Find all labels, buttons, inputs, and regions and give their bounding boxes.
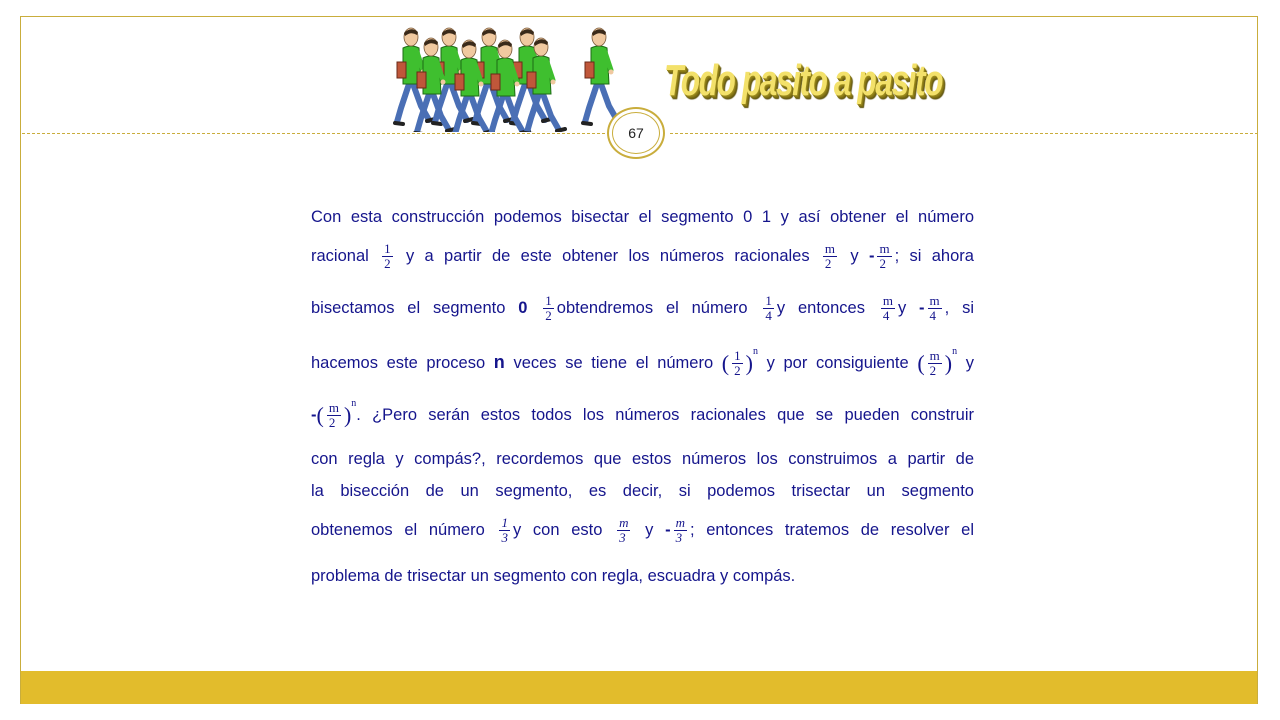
page-number-badge [607,107,665,159]
text: con regla y compás?, recordemos que estos números los construimos a partir de [311,450,974,468]
text-line-1 [311,208,974,227]
text-line-5: -( $\frac{m}{2}$ )$^n$. ¿Pero serán estos todos los números racionales que se pueden construir [311,398,974,431]
fraction: $\frac{1}{2}$ [545,293,552,323]
text: racional [311,246,369,265]
footer-bar [21,671,1257,704]
text: veces se tiene el número [513,354,714,372]
fraction: $\frac{m}{2}$ [929,348,940,379]
fraction: $\frac{m}{4}$ [929,293,940,323]
text-line-7 [311,482,974,501]
fraction: $\frac{m}{2}$ [824,241,836,271]
text: hacemos este proceso [311,354,486,372]
fraction: $\frac{m}{3}$ [619,515,629,545]
text-line-4: hacemos este proceso n veces se tiene el número ( $\frac{1}{2}$ )$^n$ y por consiguiente ( $\frac{m}{2}$ )$^n$ y [311,346,974,379]
text: problema de trisectar un segmento con regla, escuadra y compás. [311,567,796,585]
text: y a partir de este obtener los números racionales [405,246,810,265]
page-number: 67 [628,125,644,141]
text: y por consiguiente [766,354,909,372]
text: Con esta construcción podemos bisectar el segmento 0 1 y así obtener el número [311,208,974,226]
fraction: $\frac{m}{2}$ [879,241,890,271]
text-line-3: bisectamos el segmento 0 $\frac{1}{2}$ obtendremos el número $\frac{1}{4}$ y entonces $\frac{m}{4}$ y - $\frac{m}{4}$ , si [311,293,974,323]
fraction: $\frac{m}{4}$ [882,293,893,323]
text: . ¿Pero serán estos todos los números racionales que se pueden construir [356,406,974,424]
text-line-9 [311,567,974,586]
variable-n: n [493,352,505,372]
fraction: $\frac{m}{2}$ [328,400,339,431]
fraction: $\frac{1}{2}$ [734,348,741,379]
text: la bisección de un segmento, es decir, si podemos trisectar un segmento [311,482,974,500]
text-line-2: racional $\frac{1}{2}$ y a partir de este obtener los números racionales $\frac{m}{2}$ y - $\frac{m}{2}$ ; si ahora [311,241,974,271]
header-divider-left [22,133,610,134]
fraction: $\frac{1}{4}$ [765,293,772,323]
text-line-8: obtenemos el número $\frac{1}{3}$ y con esto $\frac{m}{3}$ y - $\frac{m}{3}$ ; entonces tratemos de resolver el [311,515,974,545]
text: y [645,520,654,539]
text-line-6 [311,450,974,469]
text: y [965,354,974,372]
fraction: $\frac{1}{3}$ [501,515,508,545]
header-title: Todo pasito a pasito [664,56,943,105]
header-divider-right [670,133,1258,134]
fraction: $\frac{1}{2}$ [384,241,391,271]
text: y [850,246,859,265]
fraction: $\frac{m}{3}$ [675,515,685,545]
text: bisectamos el segmento [311,298,506,317]
text: obtenemos el número [311,520,485,539]
walking-people-illustration [385,24,635,132]
